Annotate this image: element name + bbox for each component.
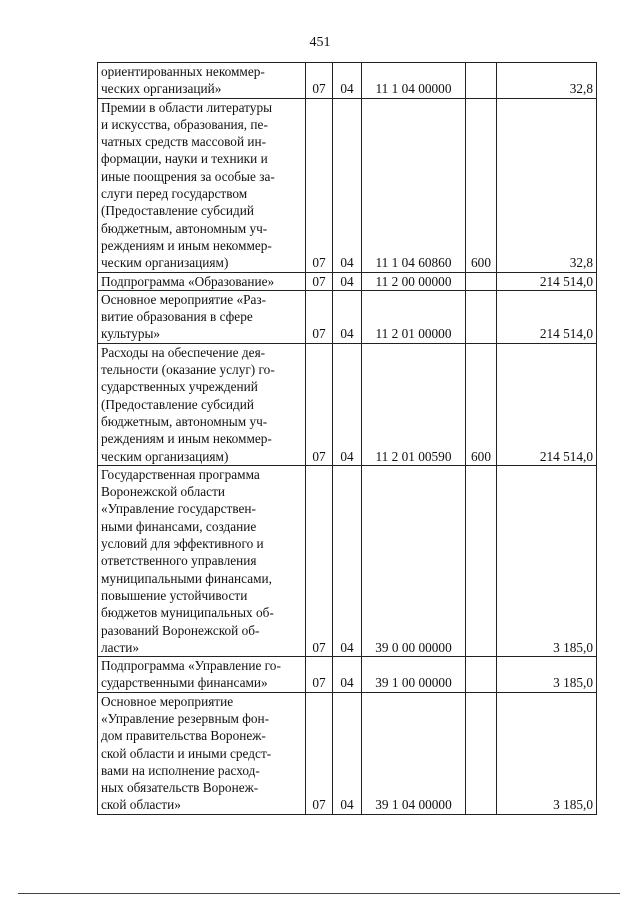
row-name-cell: Основное мероприятие «Раз- витие образования в сфере культуры» bbox=[98, 290, 306, 343]
subsection-code-cell: 04 bbox=[333, 272, 362, 290]
table-row bbox=[98, 272, 597, 290]
subsection-code-cell: 04 bbox=[333, 692, 362, 814]
row-name-cell: ориентированных некоммер- ческих организаций» bbox=[98, 63, 306, 99]
amount-cell: 3 185,0 bbox=[497, 465, 597, 656]
section-code-cell: 07 bbox=[306, 465, 333, 656]
section-code-cell: 07 bbox=[306, 692, 333, 814]
target-item-code-cell: 39 0 00 00000 bbox=[362, 465, 466, 656]
section-code-cell: 07 bbox=[306, 290, 333, 343]
table-row bbox=[98, 657, 597, 693]
table-row bbox=[98, 692, 597, 814]
target-item-code-cell: 11 2 01 00000 bbox=[362, 290, 466, 343]
subsection-code-cell: 04 bbox=[333, 290, 362, 343]
amount-cell: 214 514,0 bbox=[497, 343, 597, 465]
expense-type-cell bbox=[466, 272, 497, 290]
target-item-code-cell: 11 2 01 00590 bbox=[362, 343, 466, 465]
table-row bbox=[98, 290, 597, 343]
amount-cell: 214 514,0 bbox=[497, 272, 597, 290]
expense-type-cell bbox=[466, 692, 497, 814]
target-item-code-cell: 11 1 04 00000 bbox=[362, 63, 466, 99]
expense-type-cell bbox=[466, 657, 497, 693]
subsection-code-cell: 04 bbox=[333, 657, 362, 693]
row-name-cell: Расходы на обеспечение дея- тельности (оказание услуг) го- сударственных учреждений (Предоставление субсидий бюджетным, автономным уч- реждениям и иным некоммер- ческим организациям) bbox=[98, 343, 306, 465]
target-item-code-cell: 39 1 04 00000 bbox=[362, 692, 466, 814]
expense-type-cell: 600 bbox=[466, 98, 497, 272]
expense-type-cell: 600 bbox=[466, 343, 497, 465]
table-row bbox=[98, 63, 597, 99]
amount-cell: 32,8 bbox=[497, 63, 597, 99]
page-number: 451 bbox=[309, 35, 331, 50]
target-item-code-cell: 11 2 00 00000 bbox=[362, 272, 466, 290]
subsection-code-cell: 04 bbox=[333, 343, 362, 465]
budget-table-body bbox=[98, 63, 597, 815]
expense-type-cell bbox=[466, 465, 497, 656]
subsection-code-cell: 04 bbox=[333, 98, 362, 272]
section-code-cell: 07 bbox=[306, 657, 333, 693]
row-name-cell: Премии в области литературы и искусства, образования, пе- чатных средств массовой ин- формации, науки и техники и иные поощрения за особые за- слуги перед государством (Предоставление субсидий бюджетным, автономным уч- реждениям и иным некоммер- ческим организациям) bbox=[98, 98, 306, 272]
amount-cell: 214 514,0 bbox=[497, 290, 597, 343]
row-name-cell: Государственная программа Воронежской области «Управление государствен- ными финансами, создание условий для эффективного и ответственного управления муниципальными финансами, повышение устойчивости бюджетов муниципальных об- разований Воронежской об- ласти» bbox=[98, 465, 306, 656]
target-item-code-cell: 11 1 04 60860 bbox=[362, 98, 466, 272]
amount-cell: 3 185,0 bbox=[497, 692, 597, 814]
expense-type-cell bbox=[466, 290, 497, 343]
target-item-code-cell: 39 1 00 00000 bbox=[362, 657, 466, 693]
amount-cell: 3 185,0 bbox=[497, 657, 597, 693]
amount-cell: 32,8 bbox=[497, 98, 597, 272]
section-code-cell: 07 bbox=[306, 272, 333, 290]
row-name-cell: Подпрограмма «Управление го- сударственными финансами» bbox=[98, 657, 306, 693]
table-row bbox=[98, 98, 597, 272]
section-code-cell: 07 bbox=[306, 343, 333, 465]
budget-table bbox=[97, 62, 597, 815]
subsection-code-cell: 04 bbox=[333, 63, 362, 99]
subsection-code-cell: 04 bbox=[333, 465, 362, 656]
row-name-cell: Основное мероприятие «Управление резервным фон- дом правительства Воронеж- ской области и иными средст- вами на исполнение расход- ных обязательств Воронеж- ской области» bbox=[98, 692, 306, 814]
bottom-rule bbox=[18, 893, 620, 894]
section-code-cell: 07 bbox=[306, 63, 333, 99]
table-row bbox=[98, 465, 597, 656]
row-name-cell: Подпрограмма «Образование» bbox=[98, 272, 306, 290]
expense-type-cell bbox=[466, 63, 497, 99]
section-code-cell: 07 bbox=[306, 98, 333, 272]
table-row bbox=[98, 343, 597, 465]
